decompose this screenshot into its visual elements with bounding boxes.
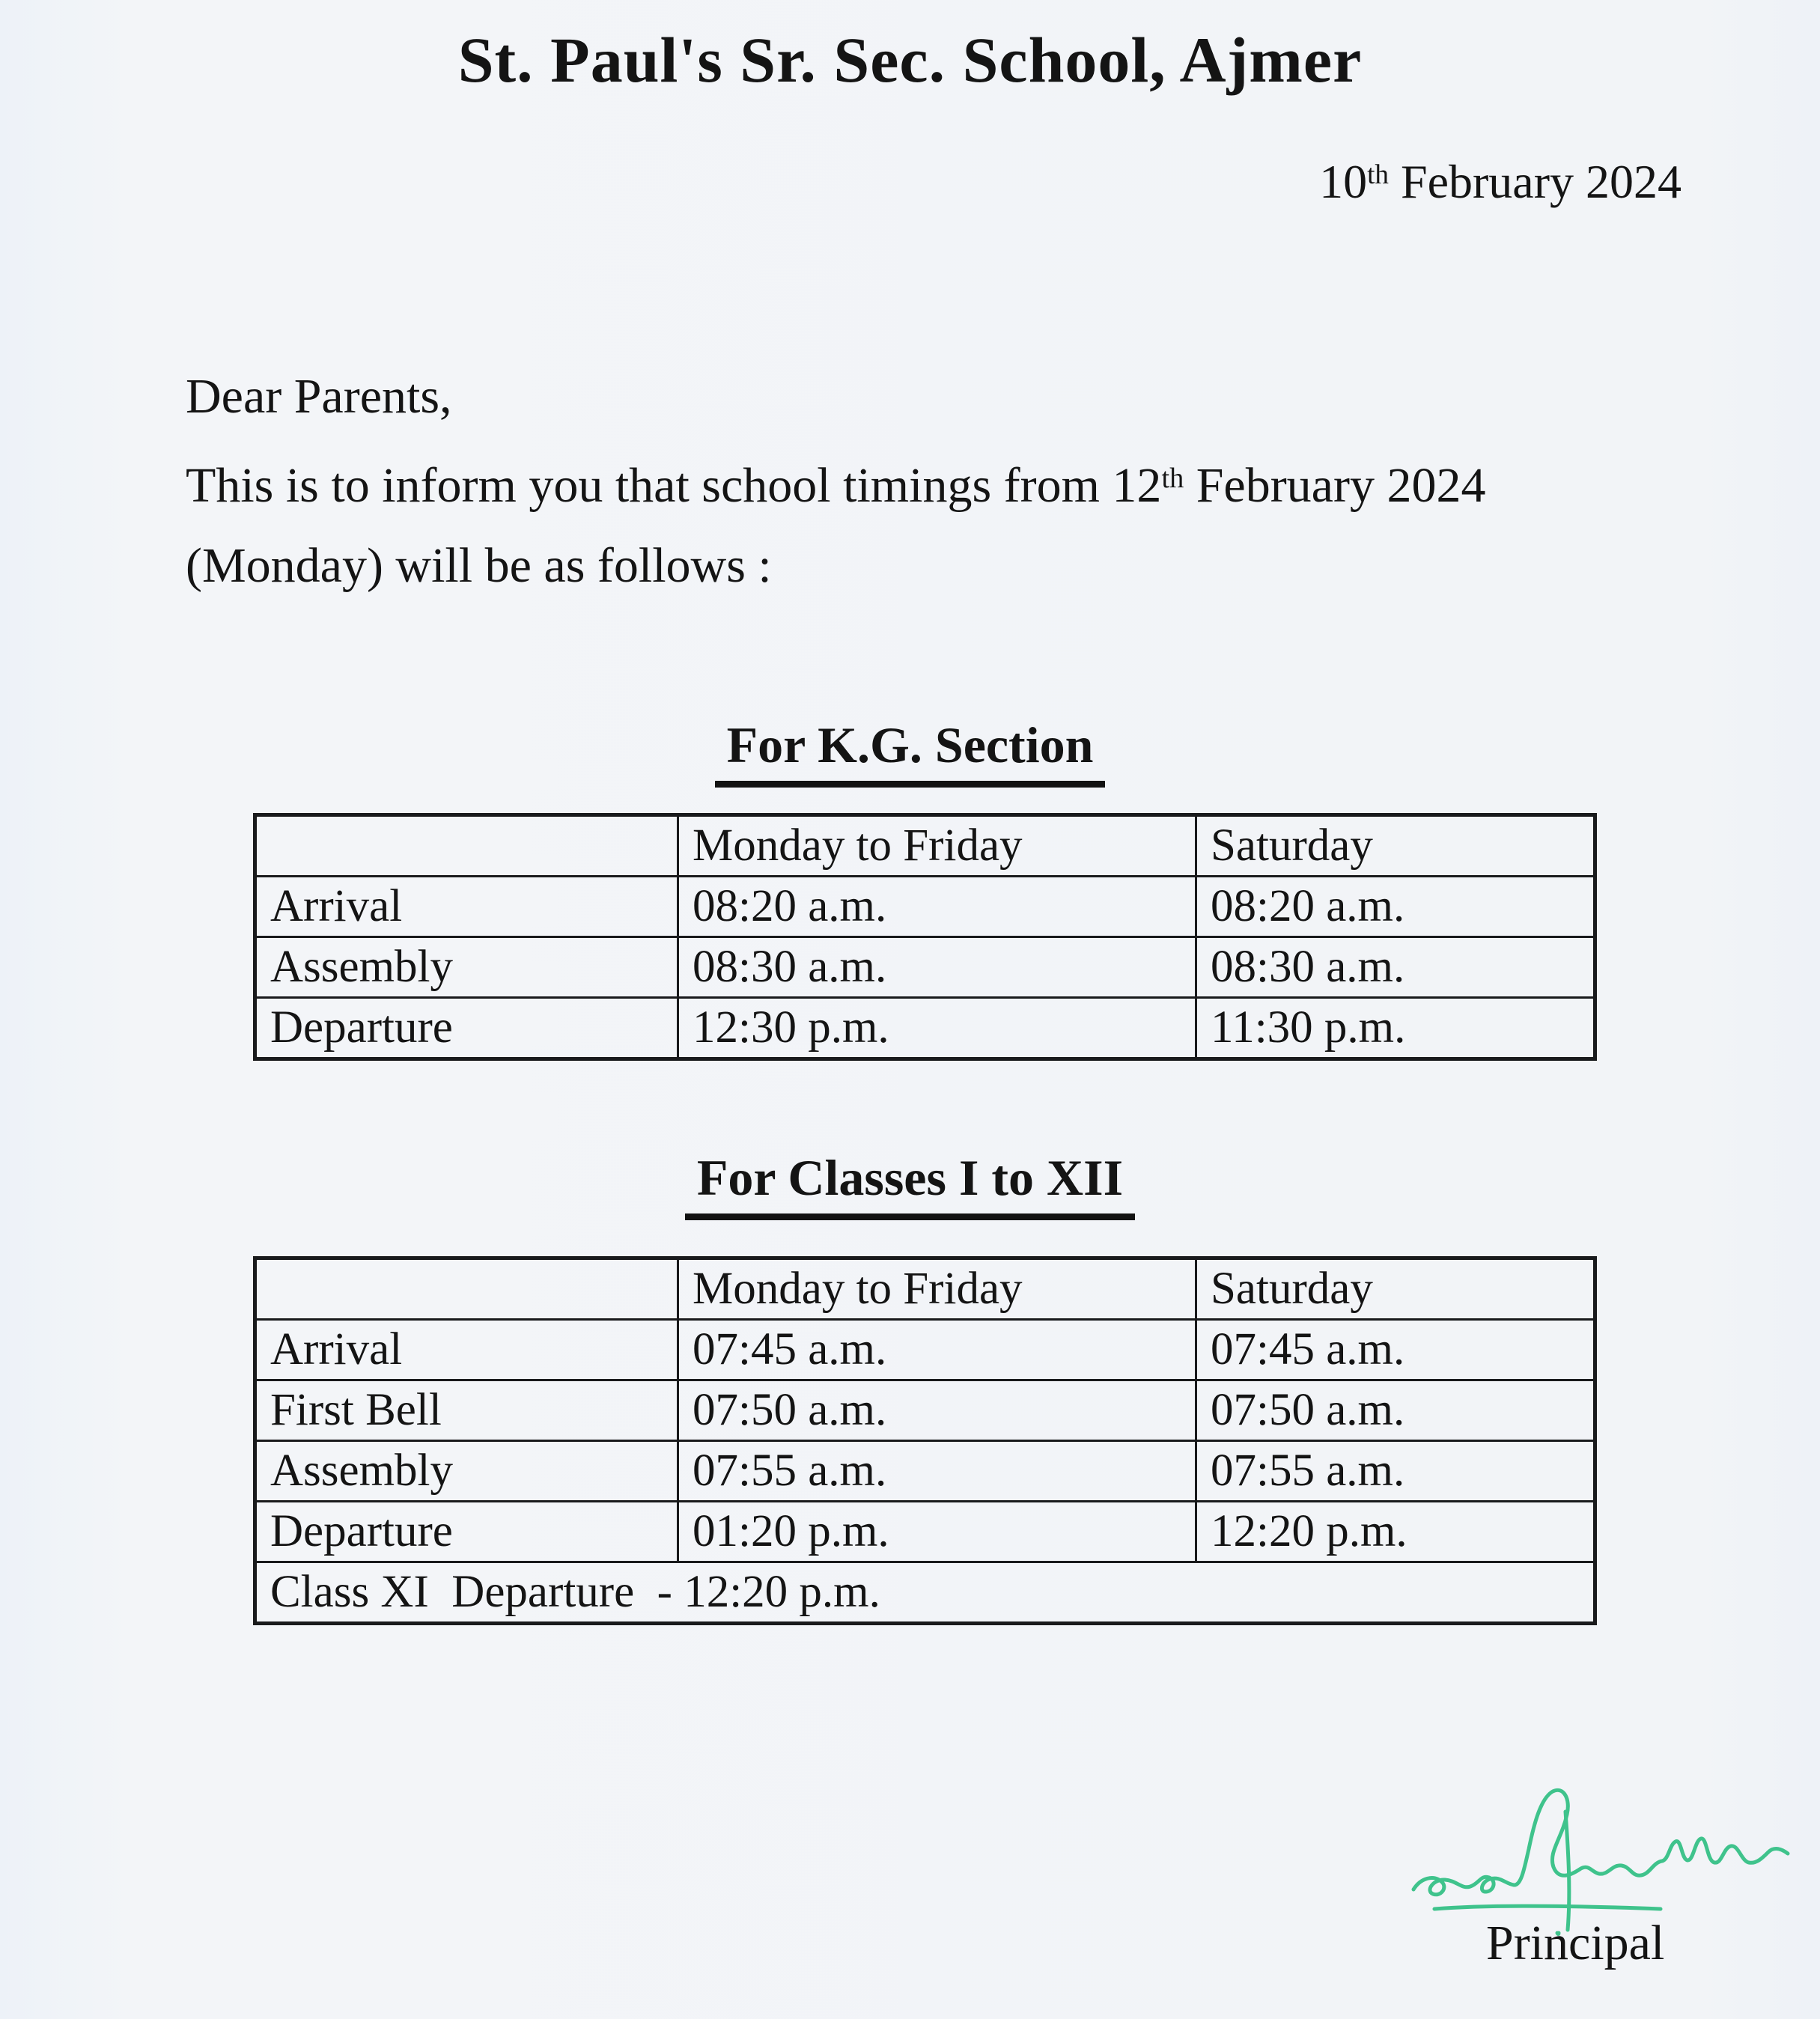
kg-header-empty	[255, 815, 678, 877]
date-ordinal-suffix: th	[1367, 159, 1389, 191]
classes-arrival-sat: 07:45 a.m.	[1196, 1320, 1595, 1380]
kg-assembly-sat: 08:30 a.m.	[1196, 937, 1595, 998]
body-text-line2: (Monday) will be as follows :	[186, 538, 772, 593]
kg-arrival-label: Arrival	[255, 877, 678, 937]
classes-firstbell-label: First Bell	[255, 1380, 678, 1441]
date-month-year: February 2024	[1388, 155, 1681, 208]
table-row	[255, 937, 1595, 998]
classes-header-empty	[255, 1258, 678, 1320]
classes-assembly-sat: 07:55 a.m.	[1196, 1441, 1595, 1502]
school-name-title: St. Paul's Sr. Sec. School, Ajmer	[457, 24, 1363, 96]
table-header-row	[255, 815, 1595, 877]
classes-arrival-label: Arrival	[255, 1320, 678, 1380]
classes-arrival-monfri: 07:45 a.m.	[678, 1320, 1196, 1380]
class-xi-departure-note: Class XI Departure - 12:20 p.m.	[255, 1562, 1595, 1624]
kg-assembly-monfri: 08:30 a.m.	[678, 937, 1196, 998]
table-row	[255, 1502, 1595, 1562]
kg-header-sat: Saturday	[1196, 815, 1595, 877]
kg-arrival-monfri: 08:20 a.m.	[678, 877, 1196, 937]
classes-assembly-label: Assembly	[255, 1441, 678, 1502]
classes-assembly-monfri: 07:55 a.m.	[678, 1441, 1196, 1502]
classes-section-heading	[0, 1148, 1820, 1220]
classes-departure-label: Departure	[255, 1502, 678, 1562]
classes-header-sat: Saturday	[1196, 1258, 1595, 1320]
kg-departure-monfri: 12:30 p.m.	[678, 998, 1196, 1059]
date-day: 10	[1319, 155, 1368, 208]
kg-header-mon-fri: Monday to Friday	[678, 815, 1196, 877]
classes-timings-table	[253, 1256, 1597, 1625]
body-ordinal-suffix: th	[1161, 462, 1184, 494]
classes-firstbell-monfri: 07:50 a.m.	[678, 1380, 1196, 1441]
principal-label: Principal	[1486, 1916, 1665, 1970]
classes-departure-sat: 12:20 p.m.	[1196, 1502, 1595, 1562]
kg-section-heading-text: For K.G. Section	[715, 716, 1106, 788]
kg-section-heading	[0, 716, 1820, 788]
table-row	[255, 1320, 1595, 1380]
salutation: Dear Parents,	[186, 369, 452, 424]
kg-timings-table	[253, 813, 1597, 1061]
table-header-row	[255, 1258, 1595, 1320]
table-footer-row	[255, 1562, 1595, 1624]
classes-section-heading-text: For Classes I to XII	[685, 1148, 1135, 1220]
table-row	[255, 1380, 1595, 1441]
body-paragraph	[186, 446, 1705, 606]
table-row	[255, 1441, 1595, 1502]
kg-departure-sat: 11:30 p.m.	[1196, 998, 1595, 1059]
kg-departure-label: Departure	[255, 998, 678, 1059]
kg-arrival-sat: 08:20 a.m.	[1196, 877, 1595, 937]
notice-date	[1319, 154, 1681, 210]
kg-assembly-label: Assembly	[255, 937, 678, 998]
classes-header-mon-fri: Monday to Friday	[678, 1258, 1196, 1320]
table-row	[255, 877, 1595, 937]
body-text-pre: This is to inform you that school timings from 12	[186, 458, 1162, 513]
classes-firstbell-sat: 07:50 a.m.	[1196, 1380, 1595, 1441]
table-row	[255, 998, 1595, 1059]
body-text-post: February 2024	[1184, 458, 1486, 513]
classes-departure-monfri: 01:20 p.m.	[678, 1502, 1196, 1562]
